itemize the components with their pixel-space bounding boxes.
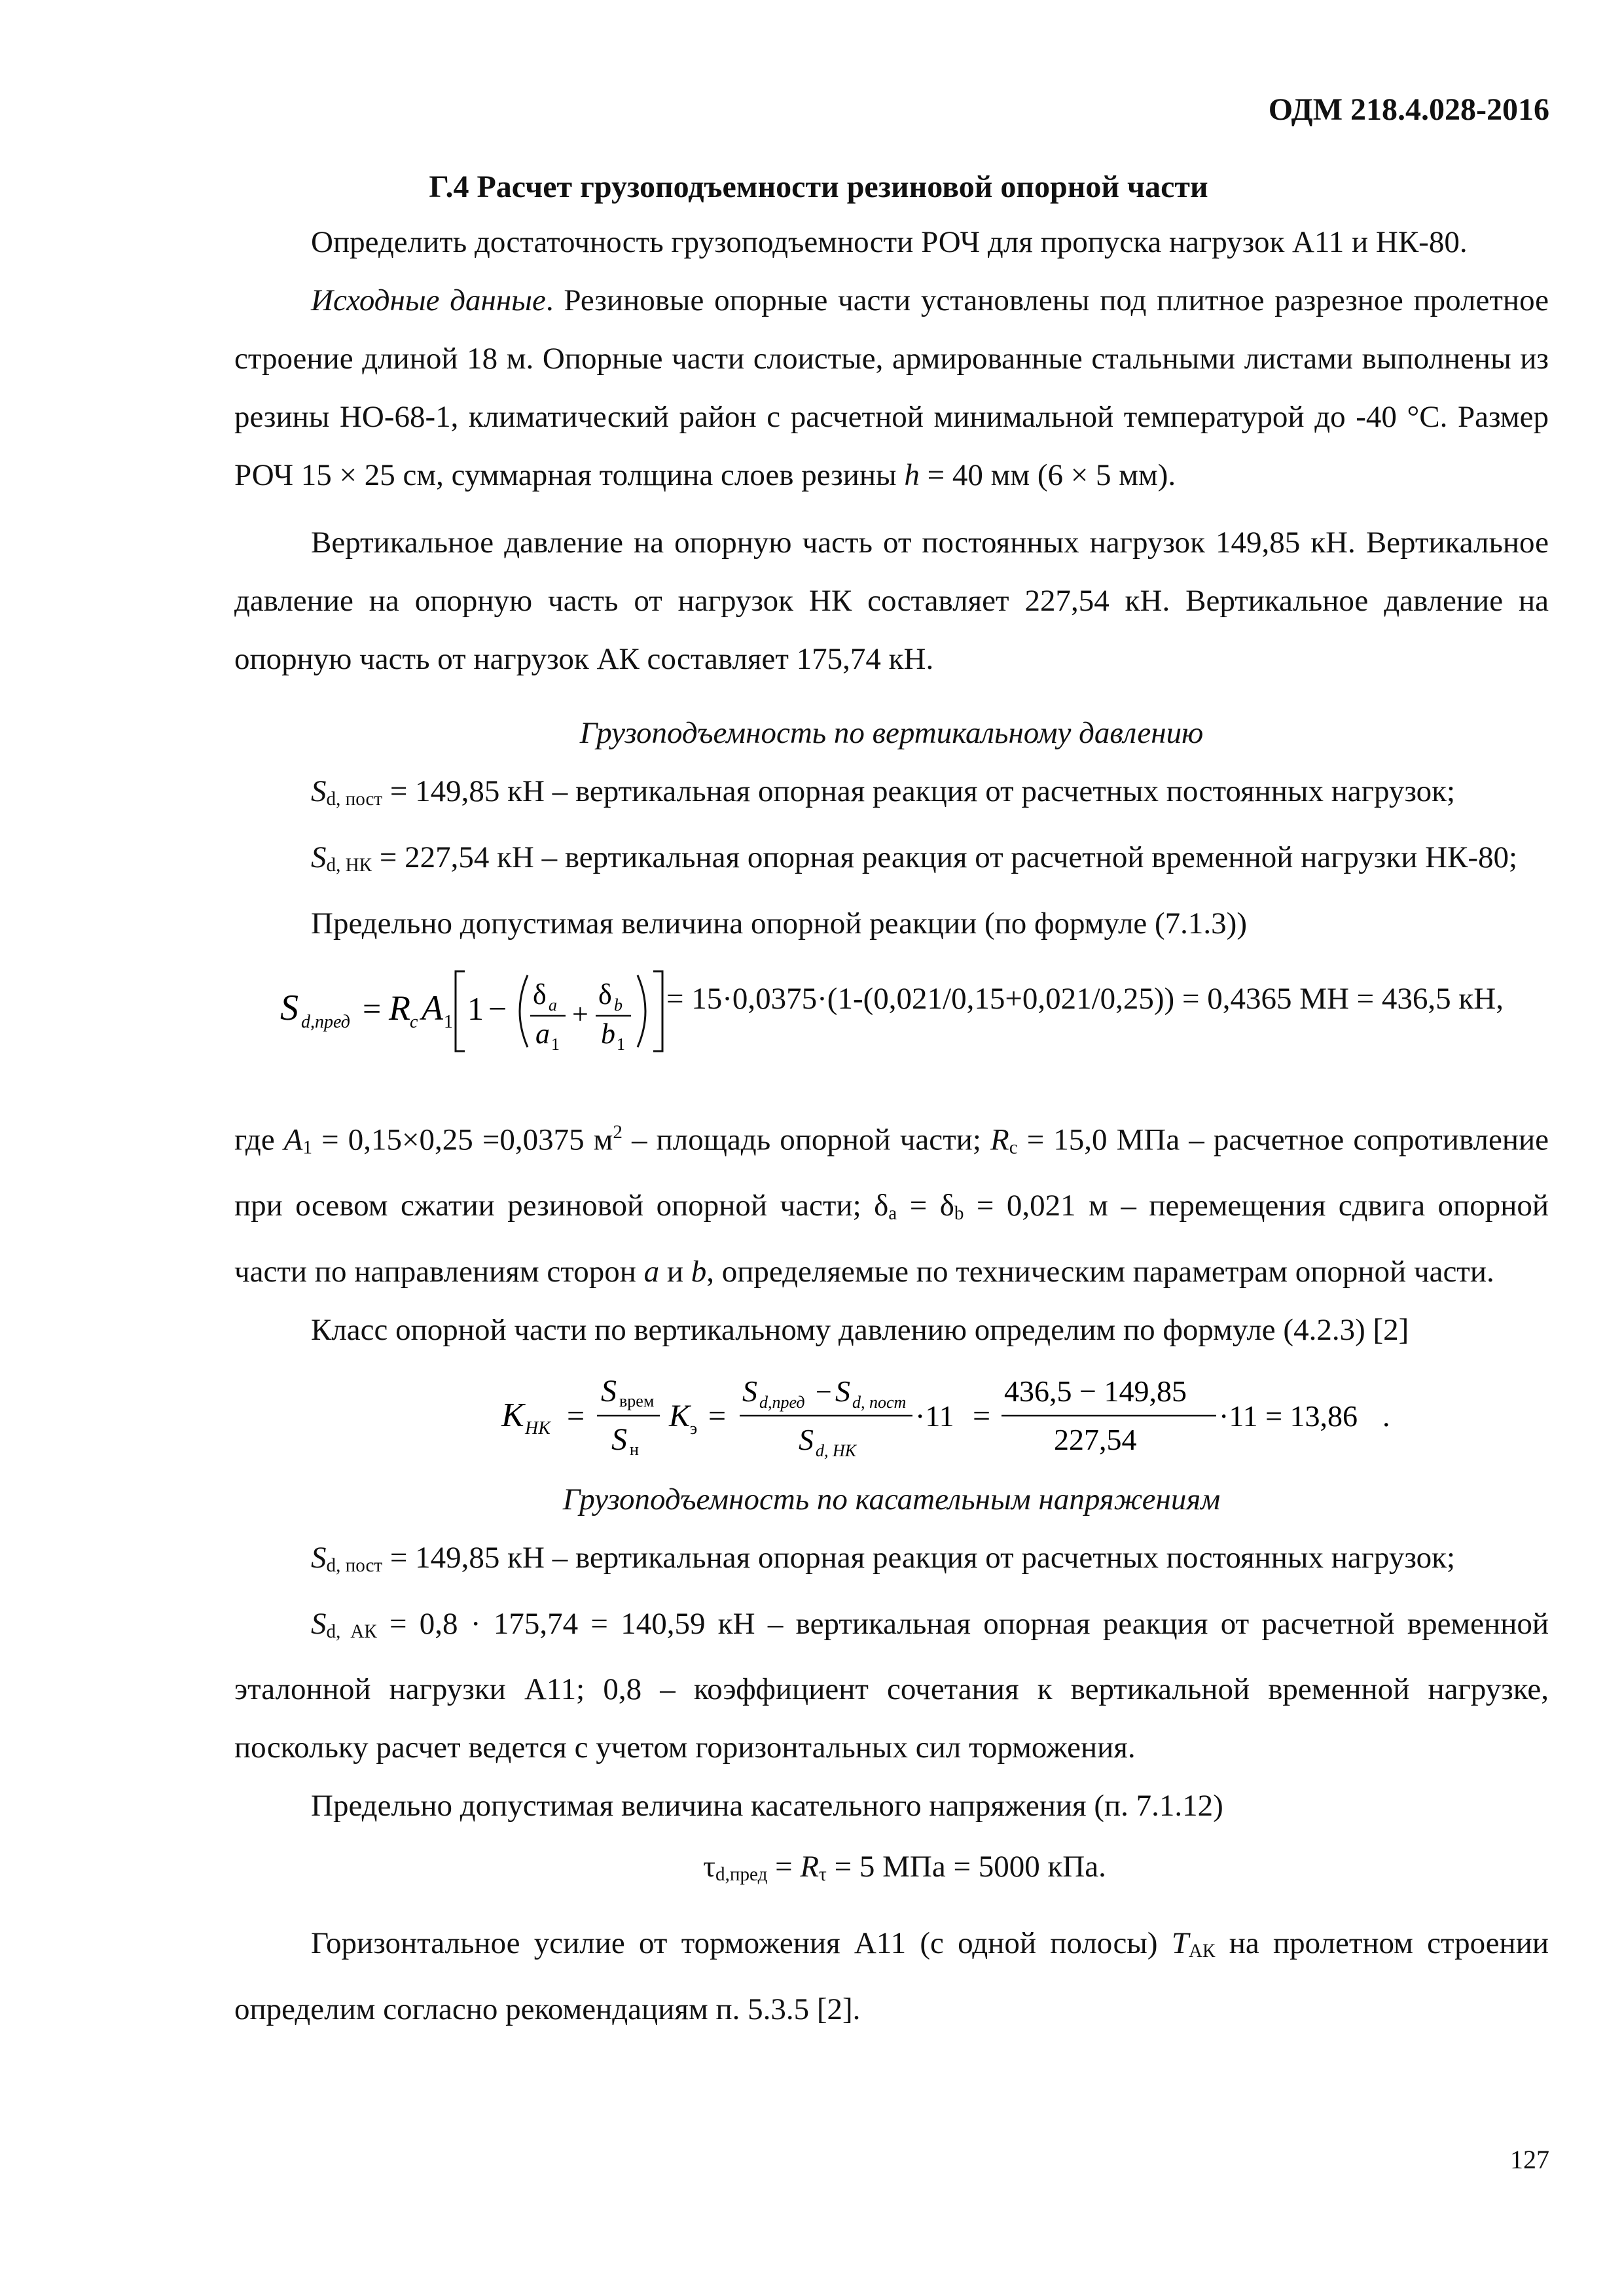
shear-limit-paragraph: Предельно допустимая величина касательного напряжения (п. 7.1.12) <box>311 1789 1223 1823</box>
where-text-8: , определяемые по техническим параметрам опорной части. <box>706 1254 1494 1289</box>
left-bracket <box>456 971 465 1051</box>
class-paragraph: Класс опорной части по вертикальному давлению определим по формуле (4.2.3) [2] <box>311 1312 1409 1347</box>
k-symbol: K <box>501 1396 524 1434</box>
s-nk-subscript: d, НК <box>326 854 372 876</box>
tau-subscript: d,пред <box>715 1864 768 1886</box>
where-text-6: = 0,021 м – перемещения сдвига опорной части по направлениям сторон <box>234 1188 1549 1289</box>
formula-one: 1 <box>467 990 484 1027</box>
k-equals-3: = <box>973 1398 991 1433</box>
where-text-3: – площадь опорной части; <box>622 1122 990 1157</box>
formula-equals: = <box>363 990 382 1027</box>
formula-minus: − <box>488 990 507 1027</box>
delta-b-subscript: b <box>614 995 623 1014</box>
formula-result: = 15·0,0375·(1-(0,021/0,15+0,021/0,25)) = 0,4365 МН = 436,5 кН, <box>666 981 1504 1016</box>
shear-s-const-paragraph <box>234 1529 1549 1595</box>
den2-s-sub: d, НК <box>816 1441 857 1460</box>
k-subscript: НК <box>525 1418 550 1439</box>
tau-symbol: τ <box>703 1850 716 1884</box>
s-nk-symbol: S <box>311 840 327 874</box>
tau-r-subscript: τ <box>819 1864 827 1886</box>
where-side-a: a <box>643 1254 660 1289</box>
num2-s-post: S <box>835 1374 850 1408</box>
vertical-subtitle: Грузоподъемность по вертикальному давлению <box>579 716 1204 750</box>
brake-t-symbol: T <box>1171 1926 1189 1961</box>
s-nk-paragraph <box>234 829 1549 895</box>
where-side-b: b <box>691 1254 707 1289</box>
left-paren <box>520 975 528 1047</box>
class-formula-svg <box>234 1363 1549 1462</box>
s-vrem-subscript: врем <box>619 1391 655 1410</box>
num2-s-post-sub: d, пост <box>852 1392 907 1412</box>
brake-paragraph <box>234 1914 1549 2039</box>
num2-s-pred-sub: d,пред <box>759 1392 805 1412</box>
formula-a-symbol: A <box>422 988 443 1028</box>
s-vrem-symbol: S <box>601 1373 617 1408</box>
k-mult-11: ·11 <box>915 1399 954 1433</box>
k-result: ·11 = 13,86 <box>1219 1399 1358 1433</box>
formula-r-symbol: R <box>389 988 410 1028</box>
page-number: 127 <box>1510 2145 1549 2174</box>
num3: 436,5 − 149,85 <box>1004 1374 1187 1408</box>
section-title: Г.4 Расчет грузоподъемности резиновой опорной части <box>429 170 1208 204</box>
where-delta-b-sub: b <box>954 1202 964 1224</box>
k-e-subscript: э <box>690 1418 698 1438</box>
initial-data-text: . Резиновые опорные части установлены под плитное разрезное пролетное строение длиной 18 м. Опорные части слоистые, армированные стальными листами выполнены из резины НО-68-1, климатический район с расчетной минимальной температурой до -40 °С. Размер РОЧ 15 × 25 см, суммарная толщина слоев резины <box>234 283 1549 492</box>
k-dot: . <box>1382 1399 1390 1433</box>
where-text-5: = δ <box>897 1188 954 1223</box>
s-const-paragraph <box>234 762 1549 829</box>
where-r-subscript: c <box>1009 1136 1018 1158</box>
b1-symbol: b <box>601 1017 615 1050</box>
s-const-subscript: d, пост <box>326 788 383 810</box>
where-a-subscript: 1 <box>302 1136 313 1158</box>
where-superscript: 2 <box>613 1121 623 1143</box>
where-text-7: и <box>659 1254 691 1289</box>
right-paren <box>638 975 645 1047</box>
shear-s-ak-subscript: d, АК <box>326 1621 377 1642</box>
initial-data-label: Исходные данные <box>311 283 546 317</box>
where-text-4: = 15,0 МПа – расчетное сопротивление при осевом сжатии резиновой опорной части; δ <box>234 1122 1549 1223</box>
delta-a-symbol: δ <box>533 978 547 1011</box>
s-const-symbol: S <box>311 774 327 808</box>
s-nk-text: = 227,54 кН – вертикальная опорная реакция от расчетной временной нагрузки НК-80; <box>372 840 1518 874</box>
s-n-subscript: н <box>630 1439 639 1459</box>
right-bracket <box>653 971 662 1051</box>
shear-s-ak-symbol: S <box>311 1606 327 1641</box>
formula-s-subscript: d,пред <box>301 1011 350 1032</box>
num2-s-pred: S <box>742 1374 757 1408</box>
class-formula <box>234 1363 1549 1462</box>
shear-subtitle: Грузоподъемность по касательным напряжениям <box>562 1482 1221 1516</box>
k-equals-2: = <box>708 1398 727 1433</box>
where-text-2: = 0,15×0,25 =0,0375 м <box>312 1122 613 1157</box>
den2-s: S <box>799 1422 814 1456</box>
document-code: ОДМ 218.4.028-2016 <box>1268 92 1549 127</box>
brake-text-1: Горизонтальное усилие от торможения А11 (с одной полосы) <box>311 1926 1172 1961</box>
shear-s-const-subscript: d, пост <box>326 1554 383 1576</box>
where-paragraph <box>234 1103 1549 1301</box>
shear-s-ak-text: = 0,8 · 175,74 = 140,59 кН – вертикальная опорная реакция от расчетной временной эталонной нагрузки А11; 0,8 – коэффициент сочетания к вертикальной временной нагрузке, поскольку расчет ведется с учетом горизонтальных сил торможения. <box>234 1606 1549 1765</box>
formula-s-symbol: S <box>280 987 298 1028</box>
tau-eq: = <box>767 1850 801 1884</box>
h-value: = 40 мм (6 × 5 мм). <box>919 458 1176 492</box>
limit-reaction-paragraph: Предельно допустимая величина опорной реакции (по формуле (7.1.3)) <box>311 906 1247 941</box>
tau-r-symbol: R <box>800 1850 820 1884</box>
h-symbol: h <box>904 458 920 492</box>
formula-a-subscript: 1 <box>444 1011 453 1032</box>
formula-r-subscript: c <box>410 1011 418 1032</box>
task-paragraph: Определить достаточность грузоподъемности РОЧ для пропуска нагрузок А11 и НК-80. <box>311 225 1468 259</box>
tau-formula <box>234 1838 1549 1904</box>
brake-t-subscript: АК <box>1188 1940 1216 1962</box>
tau-value: = 5 МПа = 5000 кПа. <box>826 1850 1106 1884</box>
s-n-symbol: S <box>611 1422 627 1457</box>
delta-b-symbol: δ <box>598 978 612 1011</box>
shear-s-ak-paragraph <box>234 1595 1549 1778</box>
den3: 227,54 <box>1054 1422 1137 1456</box>
limit-reaction-formula <box>234 960 1549 1058</box>
limit-reaction-formula-lhs <box>234 960 666 1058</box>
k-e-symbol: K <box>669 1398 691 1433</box>
page-body <box>234 213 1549 2039</box>
delta-a-subscript: a <box>549 995 557 1014</box>
formula-plus: + <box>572 997 588 1030</box>
a1-subscript: 1 <box>551 1034 560 1054</box>
shear-s-const-text: = 149,85 кН – вертикальная опорная реакция от расчетных постоянных нагрузок; <box>382 1540 1456 1575</box>
brake-text-2: на пролетном строении определим согласно рекомендациям п. 5.3.5 [2]. <box>234 1926 1549 2026</box>
where-a-symbol: A <box>283 1122 303 1157</box>
k-equals-1: = <box>567 1398 585 1433</box>
pressure-paragraph: Вертикальное давление на опорную часть от постоянных нагрузок 149,85 кН. Вертикальное давление на опорную часть от нагрузок НК составляет 227,54 кН. Вертикальное давление на опорную часть от нагрузок АК составляет 175,74 кН. <box>234 526 1549 676</box>
where-delta-a-sub: a <box>888 1202 897 1224</box>
num2-minus: − <box>816 1375 832 1408</box>
initial-data-paragraph <box>234 272 1549 505</box>
where-text-1: где <box>234 1122 284 1157</box>
where-r-symbol: R <box>990 1122 1009 1157</box>
b1-subscript: 1 <box>617 1034 625 1054</box>
s-const-text: = 149,85 кН – вертикальная опорная реакция от расчетных постоянных нагрузок; <box>382 774 1456 808</box>
a1-symbol: a <box>535 1017 550 1050</box>
shear-s-const-symbol: S <box>311 1540 327 1575</box>
